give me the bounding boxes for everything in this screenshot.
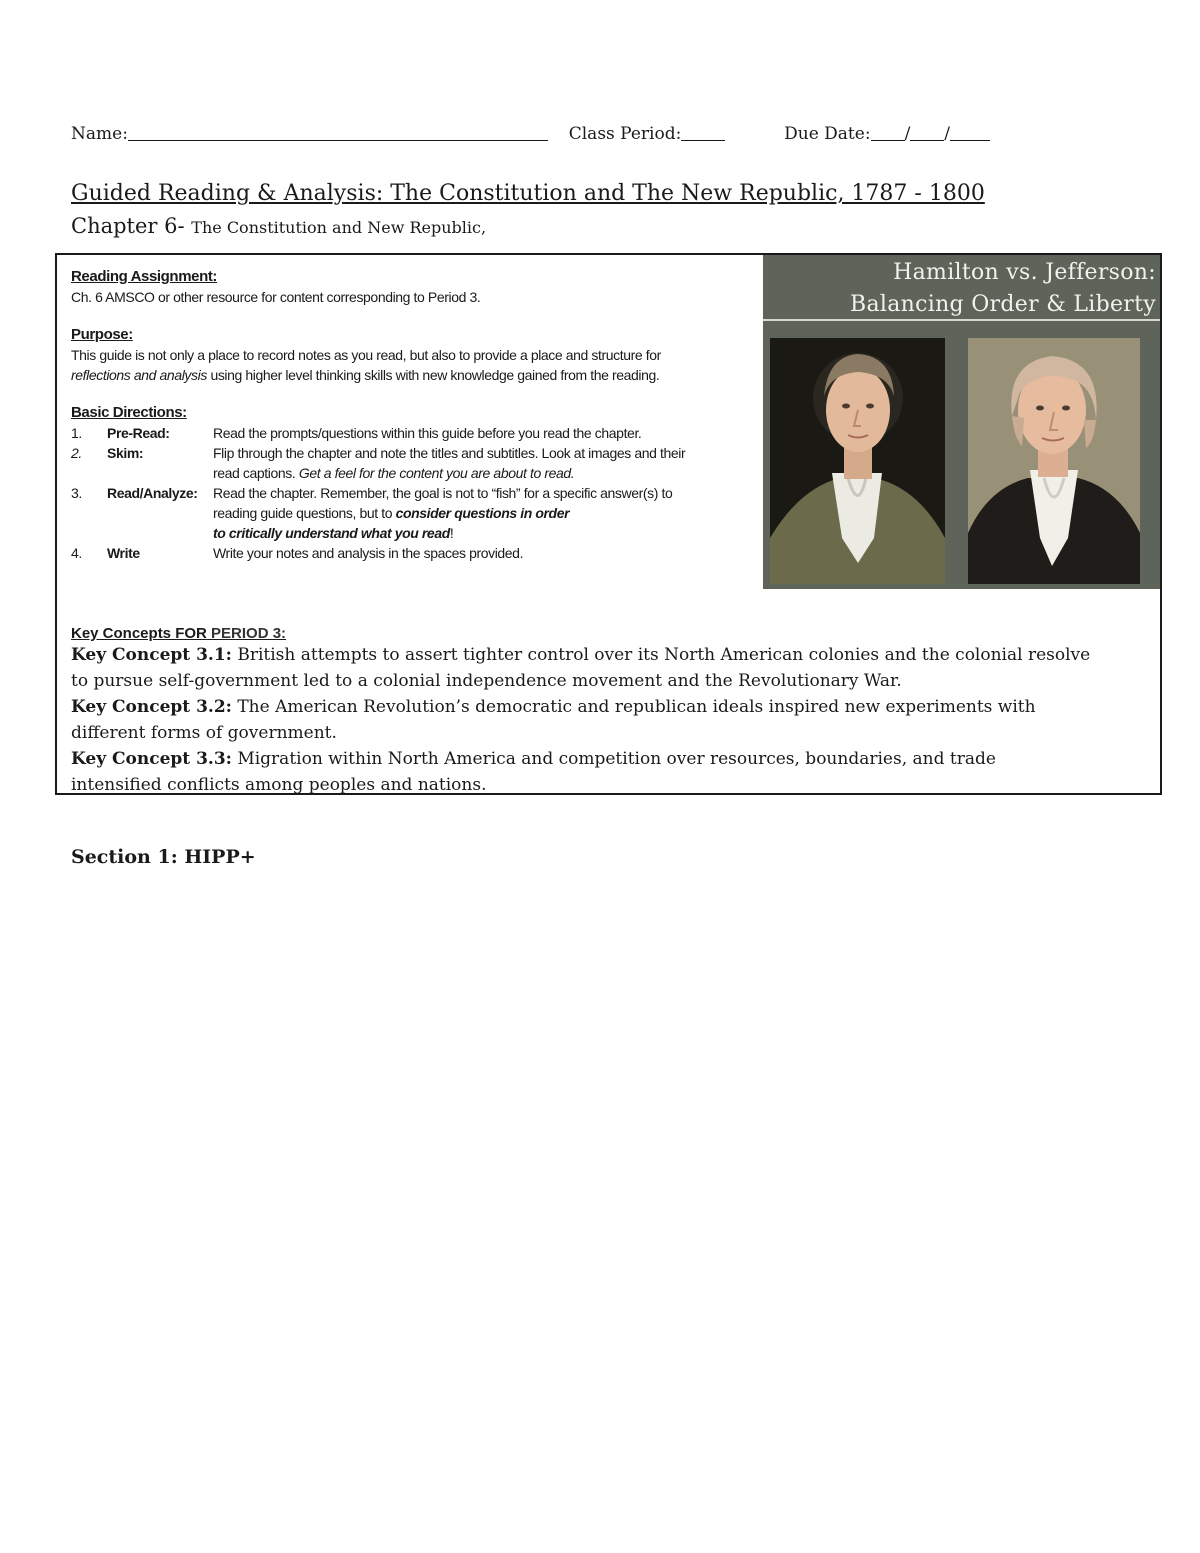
class-period-label: Class Period: [568, 124, 682, 144]
key-concept-3-2 [71, 694, 1131, 746]
direction-item-write [71, 543, 771, 563]
direction-number: 4. [71, 545, 82, 561]
key-concepts-period: PERIOD 3: [211, 625, 287, 642]
direction-desc: Flip through the chapter and note the titles and subtitles. Look at images and their [213, 445, 686, 461]
jefferson-portrait-icon [968, 338, 1140, 584]
direction-desc: Read the chapter. Remember, the goal is not to “fish” for a specific answer(s) to [213, 485, 673, 501]
chapter-label: Chapter 6- [71, 214, 185, 238]
direction-item-pre-read [71, 423, 771, 443]
key-concept-3-1 [71, 642, 1131, 694]
direction-item-skim-cont [71, 463, 771, 483]
direction-desc-cont [213, 463, 753, 483]
key-concepts-section [71, 625, 1131, 795]
hamilton-portrait [770, 338, 945, 584]
due-date-label: Due Date: [784, 124, 871, 144]
direction-desc: Read the prompts/questions within this guide before you read the chapter. [213, 425, 642, 441]
image-divider [763, 319, 1160, 321]
due-slash-2: / [944, 124, 951, 144]
image-caption-line-1: Hamilton vs. Jefferson: [893, 260, 1156, 285]
direction-item-read-analyze [71, 483, 771, 503]
direction-term: Pre-Read: [107, 425, 170, 441]
hamilton-jefferson-image [763, 255, 1160, 589]
key-concept-3-3 [71, 746, 1131, 795]
direction-desc-cont [213, 523, 753, 543]
class-period-blank[interactable] [681, 124, 725, 141]
due-year-blank[interactable] [950, 124, 990, 141]
section-heading: Section 1: HIPP+ [71, 846, 256, 868]
direction-item-read-analyze-cont-2 [71, 523, 771, 543]
concept-text-cont: different forms of government. [71, 723, 337, 743]
instructions-panel [71, 267, 771, 563]
direction-number: 3. [71, 485, 82, 501]
directions-heading: Basic Directions: [71, 404, 187, 421]
direction-desc-bold-italic: consider questions in order [395, 505, 570, 521]
reading-assignment-heading: Reading Assignment: [71, 268, 218, 285]
direction-term: Skim: [107, 445, 144, 461]
direction-term: Read/Analyze: [107, 485, 198, 501]
purpose-line-1: This guide is not only a place to record notes as you read, but also to provide a place and structure for [71, 347, 661, 363]
direction-desc: Write your notes and analysis in the spaces provided. [213, 545, 524, 561]
image-caption [850, 257, 1156, 321]
purpose-heading: Purpose: [71, 326, 133, 343]
key-concepts-heading [71, 625, 1131, 642]
direction-desc-cont [213, 503, 753, 523]
name-blank[interactable] [128, 124, 548, 141]
direction-term: Write [107, 545, 140, 561]
concept-text-cont: to pursue self-government led to a colonial independence movement and the Revolutionary War. [71, 671, 902, 691]
purpose-line-2 [71, 365, 771, 385]
concept-label: Key Concept 3.3: [71, 749, 232, 769]
jefferson-portrait [968, 338, 1140, 584]
chapter-heading [71, 214, 486, 238]
due-month-blank[interactable] [871, 124, 905, 141]
chapter-subtitle: The Constitution and New Republic, [191, 218, 487, 237]
direction-item-read-analyze-cont [71, 503, 771, 523]
direction-number: 2. [71, 445, 82, 461]
direction-desc-bold-italic: to critically understand what you read [213, 525, 450, 541]
direction-desc-part: read captions. [213, 465, 296, 481]
purpose-rest: using higher level thinking skills with new knowledge gained from the reading. [210, 367, 660, 383]
concept-text: The American Revolution’s democratic and republican ideals inspired new experiments with [237, 697, 1036, 717]
concept-text-cont: intensified conflicts among peoples and nations. [71, 775, 487, 795]
purpose-italic: reflections and analysis [71, 367, 207, 383]
due-slash-1: / [904, 124, 911, 144]
direction-desc-italic: Get a feel for the content you are about to read. [298, 465, 575, 481]
direction-desc-part: reading guide questions, but to [213, 505, 393, 521]
image-caption-line-2: Balancing Order & Liberty [850, 292, 1156, 317]
direction-number: 1. [71, 425, 82, 441]
name-label: Name: [71, 124, 128, 144]
page-title: Guided Reading & Analysis: The Constitution and The New Republic, 1787 - 1800 [71, 181, 985, 206]
reading-assignment-text: Ch. 6 AMSCO or other resource for content corresponding to Period 3. [71, 289, 481, 305]
due-day-blank[interactable] [910, 124, 944, 141]
concept-text: Migration within North America and competition over resources, boundaries, and trade [237, 749, 996, 769]
assignment-box [55, 253, 1162, 795]
concept-text: British attempts to assert tighter control over its North American colonies and the colonial resolve [237, 645, 1091, 665]
concept-label: Key Concept 3.1: [71, 645, 232, 665]
hamilton-portrait-icon [770, 338, 945, 584]
concept-label: Key Concept 3.2: [71, 697, 232, 717]
key-concepts-heading-text: Key Concepts FOR [71, 625, 207, 642]
direction-item-skim [71, 443, 771, 463]
direction-desc-end: ! [449, 525, 454, 541]
student-info-line [71, 124, 990, 144]
